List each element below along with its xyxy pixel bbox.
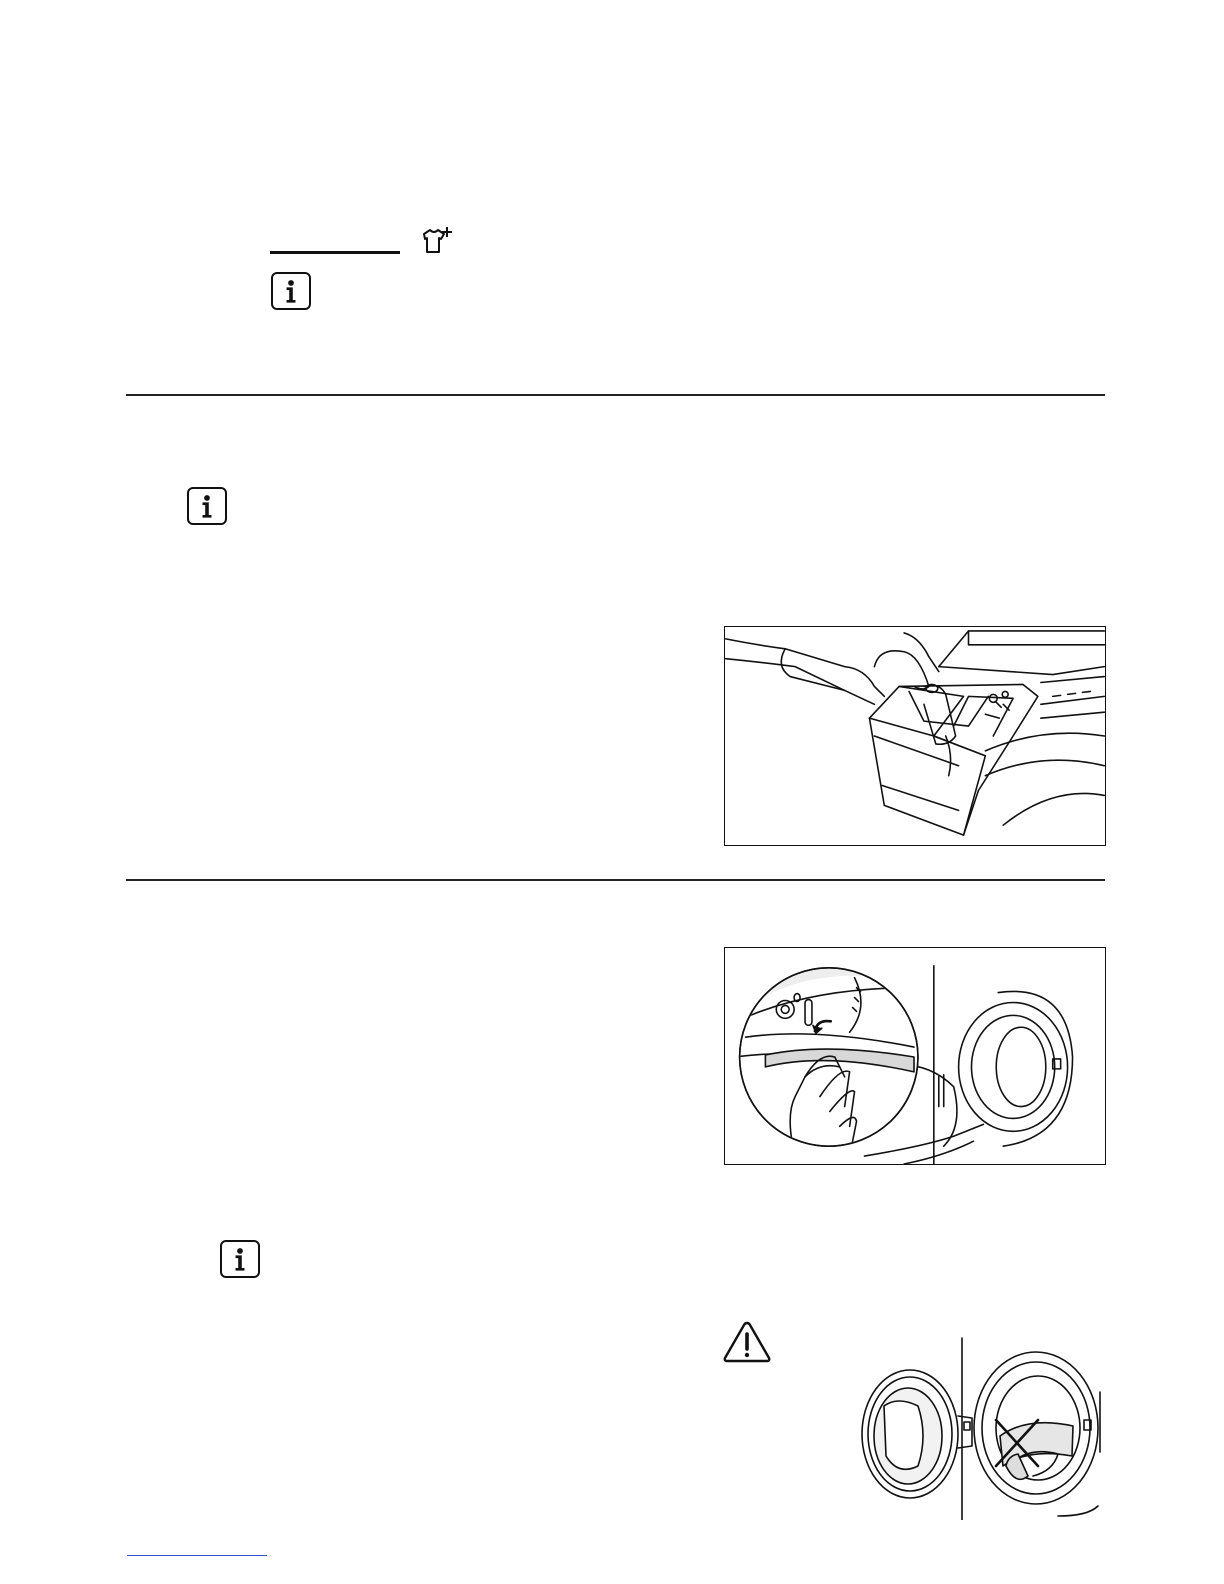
info-icon [271,272,311,310]
info-icon [187,487,227,525]
footer-link-underline [127,1555,267,1556]
heading-underline [270,251,400,254]
info-icon [220,1240,260,1278]
door-seal-figure [724,947,1106,1165]
section-divider [126,879,1105,881]
warning-triangle-icon [722,1320,772,1364]
drum-warning-figure [858,1336,1110,1520]
section-divider [126,394,1105,396]
shirt-plus-icon [418,226,454,256]
detergent-dispenser-figure [724,626,1106,846]
